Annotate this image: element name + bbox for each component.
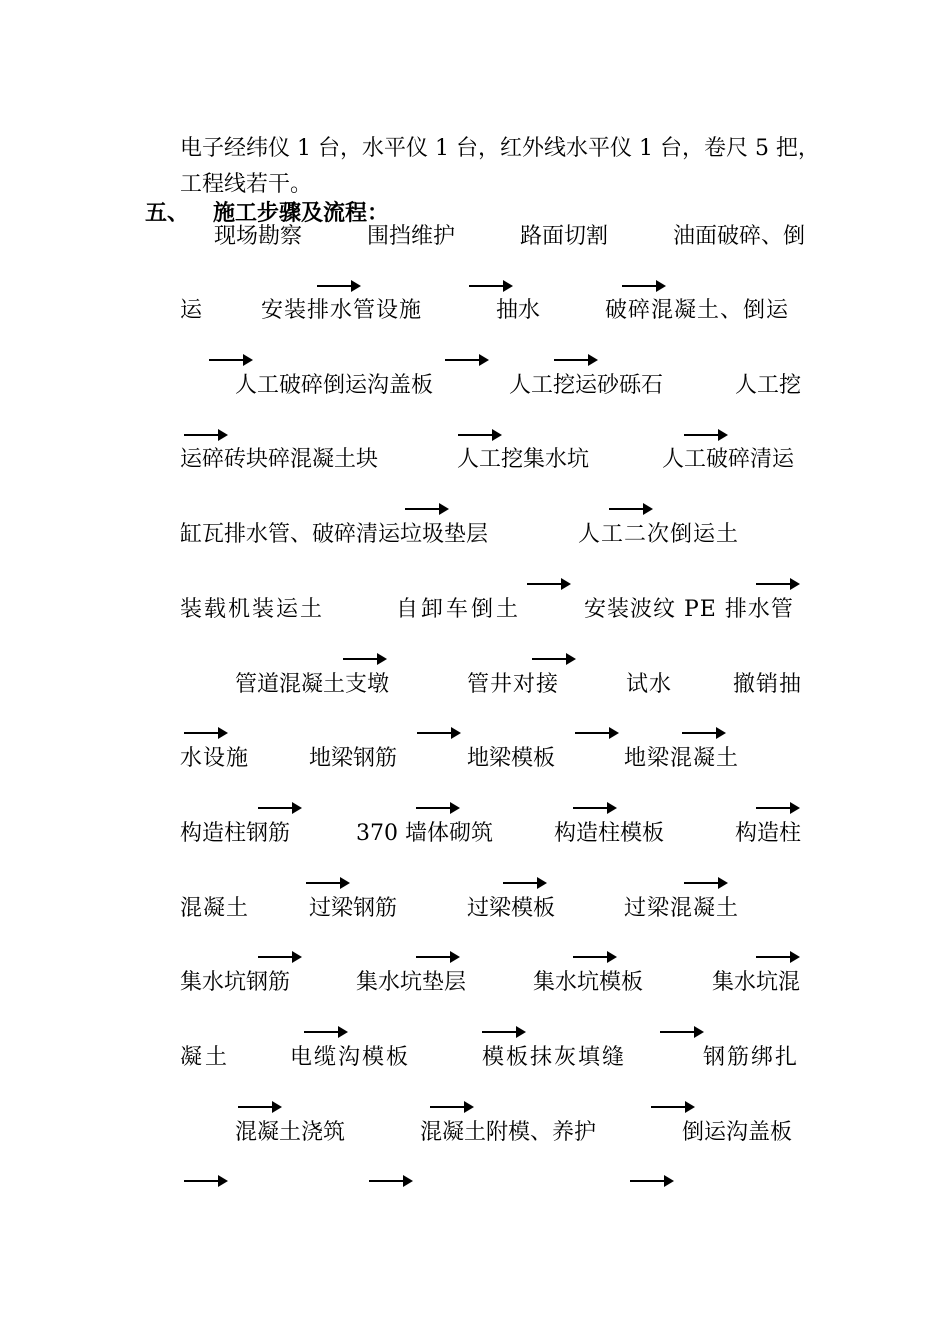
right-arrow-icon (527, 578, 571, 590)
right-arrow-icon (343, 653, 387, 665)
right-arrow-icon (573, 802, 617, 814)
step-pumping: 抽水 (496, 298, 541, 323)
step-sump-rebar: 集水坑钢筋 (180, 970, 291, 995)
step-column-concrete-cont: 混凝土 (180, 896, 250, 921)
step-lintel-rebar: 过梁钢筋 (309, 896, 398, 921)
step-break-concrete: 破碎混凝土、倒运 (605, 298, 790, 323)
step-column-concrete: 构造柱 (735, 821, 802, 846)
right-arrow-icon (369, 1175, 413, 1187)
right-arrow-icon (184, 429, 228, 441)
right-arrow-icon (258, 951, 302, 963)
right-arrow-icon (184, 1175, 228, 1187)
step-column-formwork: 构造柱模板 (554, 821, 665, 846)
step-pavement-cutting: 路面切割 (520, 224, 609, 249)
step-install-pe-pipe: 安装波纹 PE 排水管 (584, 597, 794, 622)
step-manhole-connection: 管井对接 (467, 672, 560, 697)
step-formwork-plaster: 模板抹灰填缝 (482, 1045, 627, 1070)
step-sump-formwork: 集水坑模板 (533, 970, 644, 995)
right-arrow-icon (416, 802, 460, 814)
right-arrow-icon (258, 802, 302, 814)
step-dump-truck: 自卸车倒土 (396, 597, 522, 622)
right-arrow-icon (573, 951, 617, 963)
right-arrow-icon (445, 354, 489, 366)
step-dig-sump: 人工挖集水坑 (457, 447, 590, 472)
step-break-clay-pipe: 人工破碎清运 (662, 447, 795, 472)
right-arrow-icon (756, 951, 800, 963)
right-arrow-icon (304, 1026, 348, 1038)
step-lintel-formwork: 过梁模板 (467, 896, 556, 921)
section-title: 施工步骤及流程： (213, 200, 390, 226)
step-break-trench-cover: 人工破碎倒运沟盖板 (235, 373, 434, 398)
right-arrow-icon (575, 727, 619, 739)
step-ground-beam-concrete: 地梁混凝土 (624, 746, 740, 771)
step-sump-concrete: 集水坑混 (712, 970, 801, 995)
step-water-test: 试水 (626, 672, 673, 697)
right-arrow-icon (503, 877, 547, 889)
step-install-drainage: 安装排水管设施 (261, 298, 423, 323)
step-lintel-concrete: 过梁混凝土 (624, 896, 740, 921)
step-fence-maintenance: 围挡维护 (367, 224, 456, 249)
step-concrete-pouring: 混凝土浇筑 (235, 1120, 346, 1145)
right-arrow-icon (469, 280, 513, 292)
equipment-line-2: 工程线若干。 (180, 172, 313, 197)
right-arrow-icon (458, 429, 502, 441)
right-arrow-icon (532, 653, 576, 665)
right-arrow-icon (622, 280, 666, 292)
step-dig-debris-cont: 运碎砖块碎混凝土块 (180, 447, 379, 472)
right-arrow-icon (756, 802, 800, 814)
step-column-rebar: 构造柱钢筋 (180, 821, 291, 846)
right-arrow-icon (306, 877, 350, 889)
right-arrow-icon (756, 578, 800, 590)
step-cable-trench-formwork: 电缆沟模板 (290, 1045, 411, 1070)
right-arrow-icon (651, 1101, 695, 1113)
step-ground-beam-formwork: 地梁模板 (467, 746, 556, 771)
right-arrow-icon (405, 503, 449, 515)
step-pipe-concrete-pier: 管道混凝土支墩 (235, 672, 390, 697)
right-arrow-icon (554, 354, 598, 366)
right-arrow-icon (209, 354, 253, 366)
step-ground-beam-rebar: 地梁钢筋 (309, 746, 398, 771)
right-arrow-icon (417, 727, 461, 739)
step-site-survey: 现场勘察 (214, 224, 303, 249)
right-arrow-icon (684, 429, 728, 441)
step-asphalt-breaking-cont: 运 (180, 298, 203, 323)
right-arrow-icon (482, 1026, 526, 1038)
step-break-clay-pipe-cont: 缸瓦排水管、破碎清运垃圾垫层 (180, 522, 489, 547)
step-dig-debris: 人工挖 (735, 373, 802, 398)
right-arrow-icon (682, 727, 726, 739)
right-arrow-icon (430, 1101, 474, 1113)
right-arrow-icon (238, 1101, 282, 1113)
right-arrow-icon (317, 280, 361, 292)
step-second-soil-transfer: 人工二次倒运土 (578, 522, 740, 547)
step-sump-cushion: 集水坑垫层 (356, 970, 467, 995)
step-remove-pumping-cont: 水设施 (180, 746, 250, 771)
step-concrete-curing: 混凝土附模、养护 (420, 1120, 597, 1145)
step-remove-pumping: 撤销抽 (733, 672, 803, 697)
right-arrow-icon (630, 1175, 674, 1187)
step-transfer-trench-cover: 倒运沟盖板 (682, 1120, 793, 1145)
right-arrow-icon (416, 951, 460, 963)
step-rebar-binding: 钢筋绑扎 (703, 1045, 800, 1070)
step-sump-concrete-cont: 凝土 (180, 1045, 231, 1070)
equipment-line-1: 电子经纬仪 1 台，水平仪 1 台，红外线水平仪 1 台，卷尺 5 把， (180, 136, 820, 161)
step-loader-transport: 装载机装运土 (180, 597, 325, 622)
right-arrow-icon (184, 727, 228, 739)
right-arrow-icon (609, 503, 653, 515)
section-number: 五、 (145, 200, 190, 226)
right-arrow-icon (660, 1026, 704, 1038)
step-asphalt-breaking: 油面破碎、倒 (673, 224, 806, 249)
right-arrow-icon (684, 877, 728, 889)
step-dig-gravel: 人工挖运砂砾石 (509, 373, 664, 398)
step-wall-masonry: 370 墙体砌筑 (356, 821, 493, 846)
